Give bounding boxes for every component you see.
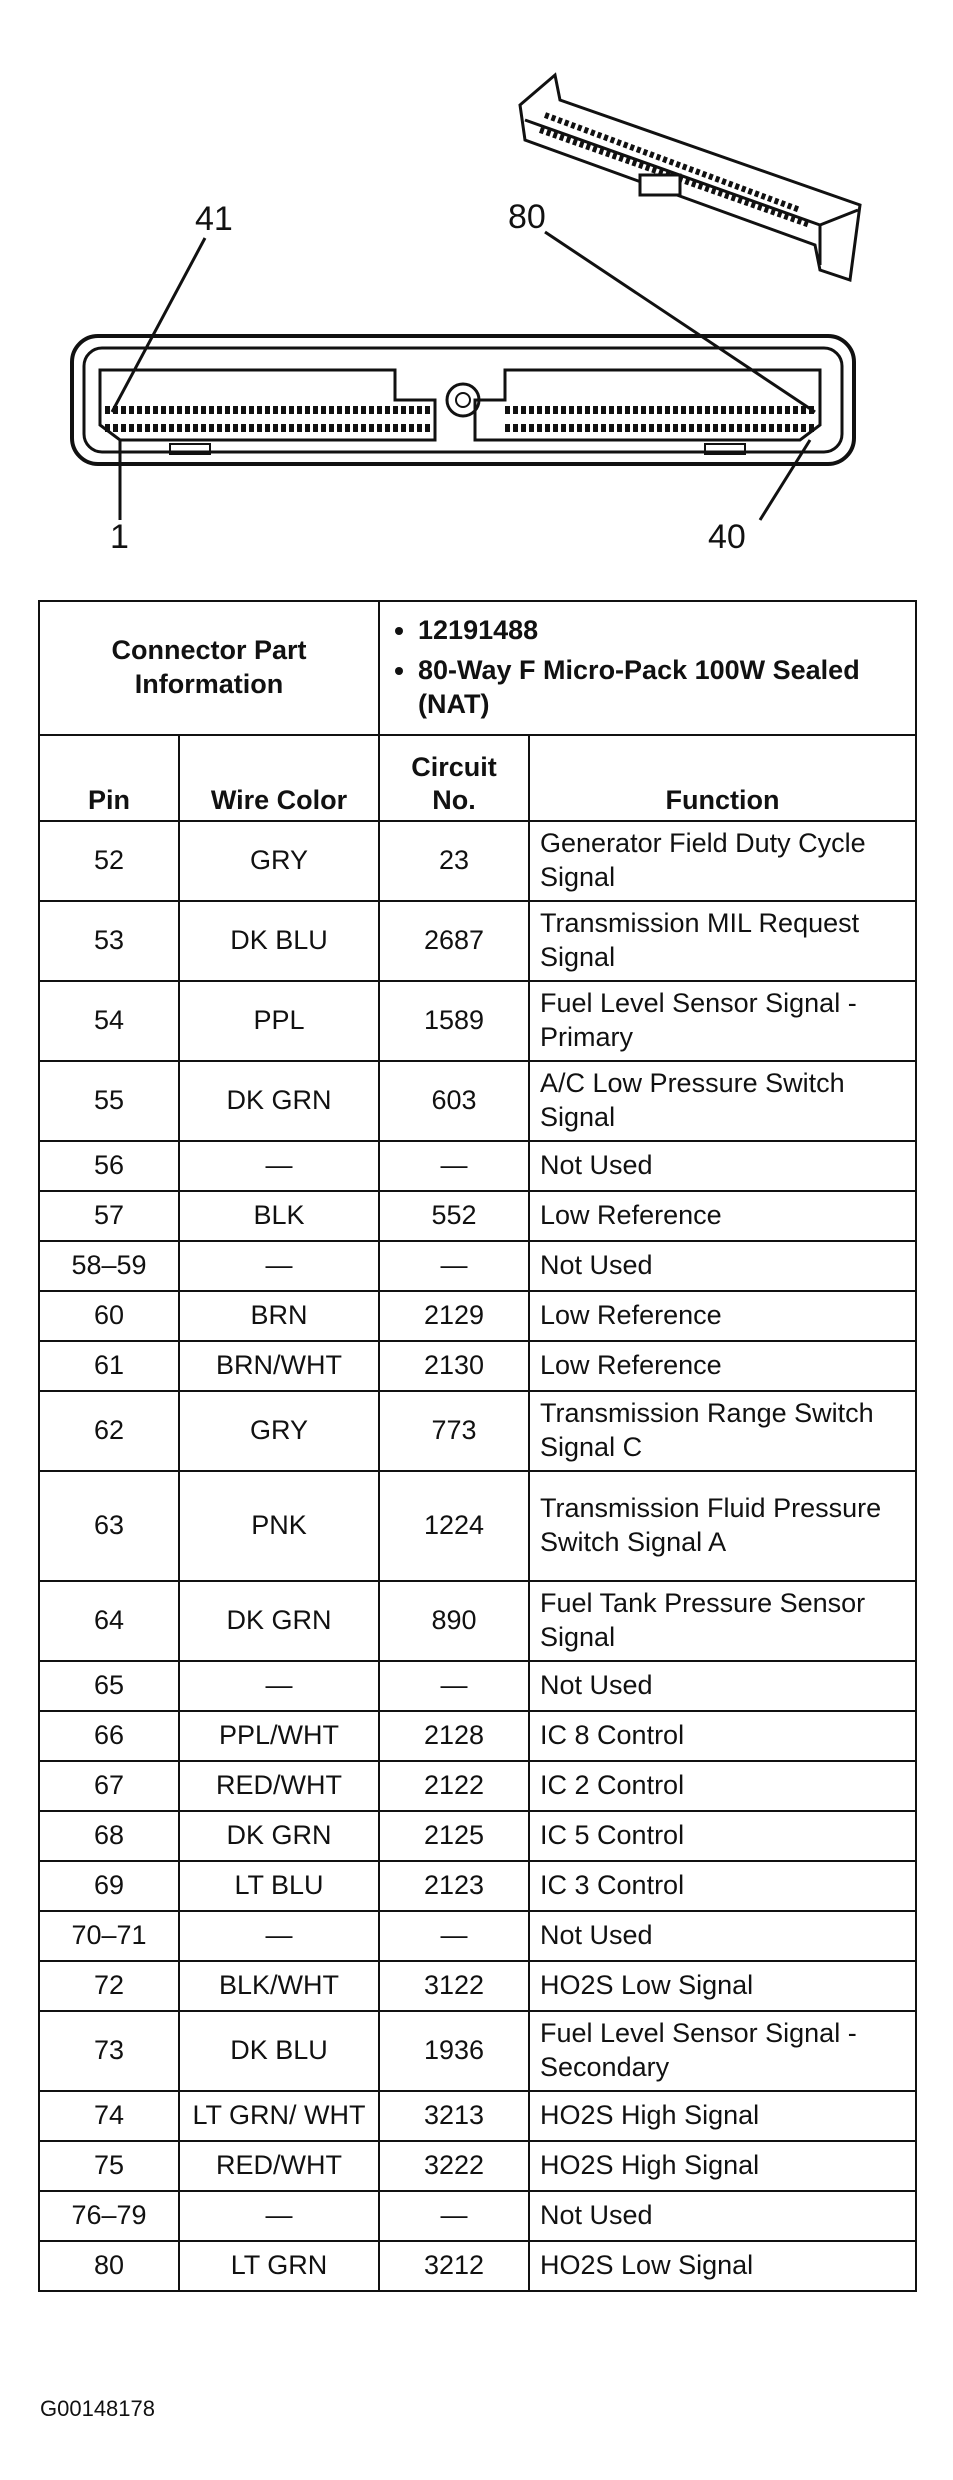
- info-item: • 12191488: [418, 614, 905, 648]
- pin-cell: 62: [39, 1391, 179, 1471]
- pin-cell: 65: [39, 1661, 179, 1711]
- pin-cell: 63: [39, 1471, 179, 1581]
- function-cell: Low Reference: [529, 1291, 916, 1341]
- pin-40-label: 40: [708, 518, 746, 556]
- column-header-pin: Pin: [39, 735, 179, 821]
- pin-cell: 68: [39, 1811, 179, 1861]
- function-cell: Not Used: [529, 1241, 916, 1291]
- function-cell: Generator Field Duty Cycle Signal: [529, 821, 916, 901]
- function-cell: IC 2 Control: [529, 1761, 916, 1811]
- circuit-cell: 3122: [379, 1961, 529, 2011]
- table-row: [39, 1711, 916, 1761]
- table-row: [39, 2191, 916, 2241]
- pin-cell: 80: [39, 2241, 179, 2291]
- circuit-cell: 1936: [379, 2011, 529, 2091]
- function-cell: Not Used: [529, 1911, 916, 1961]
- pin-cell: 75: [39, 2141, 179, 2191]
- connector-face: [72, 336, 854, 464]
- pin-cell: 57: [39, 1191, 179, 1241]
- connector-diagram: [0, 0, 953, 590]
- table-row: [39, 1291, 916, 1341]
- wire-color-cell: LT GRN/ WHT: [179, 2091, 379, 2141]
- pin-cell: 69: [39, 1861, 179, 1911]
- circuit-cell: 3222: [379, 2141, 529, 2191]
- table-row: [39, 1961, 916, 2011]
- circuit-cell: 2122: [379, 1761, 529, 1811]
- function-cell: Not Used: [529, 1141, 916, 1191]
- image-code: G00148178: [40, 2396, 155, 2421]
- table-row: [39, 1661, 916, 1711]
- wire-color-cell: DK GRN: [179, 1811, 379, 1861]
- wire-color-cell: BRN: [179, 1291, 379, 1341]
- wire-color-cell: —: [179, 2191, 379, 2241]
- circuit-cell: 2129: [379, 1291, 529, 1341]
- pin-cell: 55: [39, 1061, 179, 1141]
- wire-color-cell: GRY: [179, 821, 379, 901]
- circuit-cell: 2687: [379, 901, 529, 981]
- circuit-cell: 3213: [379, 2091, 529, 2141]
- pin-cell: 66: [39, 1711, 179, 1761]
- column-header-function: Function: [529, 735, 916, 821]
- table-row: [39, 1061, 916, 1141]
- function-cell: Low Reference: [529, 1191, 916, 1241]
- connector-illustration: [0, 0, 953, 590]
- function-cell: HO2S Low Signal: [529, 2241, 916, 2291]
- table-row: [39, 1761, 916, 1811]
- wire-color-cell: LT BLU: [179, 1861, 379, 1911]
- table-row: [39, 1911, 916, 1961]
- table-body: [39, 821, 916, 2291]
- wire-color-cell: DK BLU: [179, 2011, 379, 2091]
- table-row: [39, 1191, 916, 1241]
- function-cell: Transmission Fluid Pressure Switch Signal A: [529, 1471, 916, 1581]
- wire-color-cell: BLK/WHT: [179, 1961, 379, 2011]
- pin-41-label: 41: [195, 200, 233, 238]
- function-cell: Low Reference: [529, 1341, 916, 1391]
- function-cell: IC 5 Control: [529, 1811, 916, 1861]
- table-row: [39, 2011, 916, 2091]
- pin-cell: 60: [39, 1291, 179, 1341]
- pin-1-label: 1: [110, 518, 129, 556]
- circuit-cell: 2130: [379, 1341, 529, 1391]
- function-cell: Not Used: [529, 1661, 916, 1711]
- circuit-cell: —: [379, 2191, 529, 2241]
- info-list: [390, 614, 905, 721]
- function-cell: Transmission MIL Request Signal: [529, 901, 916, 981]
- wire-color-cell: LT GRN: [179, 2241, 379, 2291]
- wire-color-cell: RED/WHT: [179, 2141, 379, 2191]
- function-cell: Not Used: [529, 2191, 916, 2241]
- pin-80-label: 80: [508, 198, 546, 236]
- circuit-cell: —: [379, 1241, 529, 1291]
- pin-cell: 52: [39, 821, 179, 901]
- function-cell: HO2S High Signal: [529, 2141, 916, 2191]
- pin-cell: 72: [39, 1961, 179, 2011]
- circuit-cell: 552: [379, 1191, 529, 1241]
- info-item: • 80-Way F Micro-Pack 100W Sealed (NAT): [418, 654, 905, 722]
- function-cell: HO2S High Signal: [529, 2091, 916, 2141]
- pin-cell: 76–79: [39, 2191, 179, 2241]
- circuit-cell: —: [379, 1141, 529, 1191]
- pin-cell: 74: [39, 2091, 179, 2141]
- info-header: Connector Part Information: [39, 601, 379, 735]
- table-row: [39, 1391, 916, 1471]
- function-cell: Fuel Level Sensor Signal - Secondary: [529, 2011, 916, 2091]
- wire-color-cell: —: [179, 1241, 379, 1291]
- table-row: [39, 1471, 916, 1581]
- table-row: [39, 1141, 916, 1191]
- wire-color-cell: BRN/WHT: [179, 1341, 379, 1391]
- pin-cell: 54: [39, 981, 179, 1061]
- wire-color-cell: DK GRN: [179, 1581, 379, 1661]
- column-header-row: [39, 735, 916, 821]
- table-row: [39, 1811, 916, 1861]
- table-row: [39, 821, 916, 901]
- function-cell: IC 3 Control: [529, 1861, 916, 1911]
- circuit-cell: 2125: [379, 1811, 529, 1861]
- pin-cell: 58–59: [39, 1241, 179, 1291]
- info-cell: [379, 601, 916, 735]
- wire-color-cell: RED/WHT: [179, 1761, 379, 1811]
- wire-color-cell: —: [179, 1141, 379, 1191]
- table-row: [39, 2241, 916, 2291]
- pin-cell: 61: [39, 1341, 179, 1391]
- function-cell: IC 8 Control: [529, 1711, 916, 1761]
- table-row: [39, 901, 916, 981]
- wire-color-cell: —: [179, 1661, 379, 1711]
- pin-cell: 53: [39, 901, 179, 981]
- circuit-cell: 2123: [379, 1861, 529, 1911]
- circuit-cell: 890: [379, 1581, 529, 1661]
- wire-color-cell: —: [179, 1911, 379, 1961]
- circuit-cell: 3212: [379, 2241, 529, 2291]
- function-cell: Fuel Level Sensor Signal - Primary: [529, 981, 916, 1061]
- function-cell: HO2S Low Signal: [529, 1961, 916, 2011]
- table-row: [39, 981, 916, 1061]
- pin-cell: 56: [39, 1141, 179, 1191]
- column-header-circuit: Circuit No.: [379, 735, 529, 821]
- circuit-cell: 1589: [379, 981, 529, 1061]
- function-cell: Fuel Tank Pressure Sensor Signal: [529, 1581, 916, 1661]
- pin-cell: 64: [39, 1581, 179, 1661]
- wire-color-cell: PNK: [179, 1471, 379, 1581]
- leader-lines: [112, 232, 815, 520]
- connector-table: [38, 600, 917, 2292]
- pin-cell: 73: [39, 2011, 179, 2091]
- column-header-wire-color: Wire Color: [179, 735, 379, 821]
- wire-color-cell: GRY: [179, 1391, 379, 1471]
- table-row: [39, 1341, 916, 1391]
- table-row: [39, 1581, 916, 1661]
- pin-cell: 70–71: [39, 1911, 179, 1961]
- table-row: [39, 1241, 916, 1291]
- wire-color-cell: BLK: [179, 1191, 379, 1241]
- table-row: [39, 2091, 916, 2141]
- wire-color-cell: PPL/WHT: [179, 1711, 379, 1761]
- circuit-cell: 773: [379, 1391, 529, 1471]
- circuit-cell: 23: [379, 821, 529, 901]
- circuit-cell: 1224: [379, 1471, 529, 1581]
- circuit-cell: 603: [379, 1061, 529, 1141]
- function-cell: Transmission Range Switch Signal C: [529, 1391, 916, 1471]
- wire-color-cell: DK BLU: [179, 901, 379, 981]
- wire-color-cell: PPL: [179, 981, 379, 1061]
- circuit-cell: 2128: [379, 1711, 529, 1761]
- info-row: [39, 601, 916, 735]
- wire-color-cell: DK GRN: [179, 1061, 379, 1141]
- circuit-cell: —: [379, 1661, 529, 1711]
- circuit-cell: —: [379, 1911, 529, 1961]
- function-cell: A/C Low Pressure Switch Signal: [529, 1061, 916, 1141]
- pin-cell: 67: [39, 1761, 179, 1811]
- table-row: [39, 2141, 916, 2191]
- table-row: [39, 1861, 916, 1911]
